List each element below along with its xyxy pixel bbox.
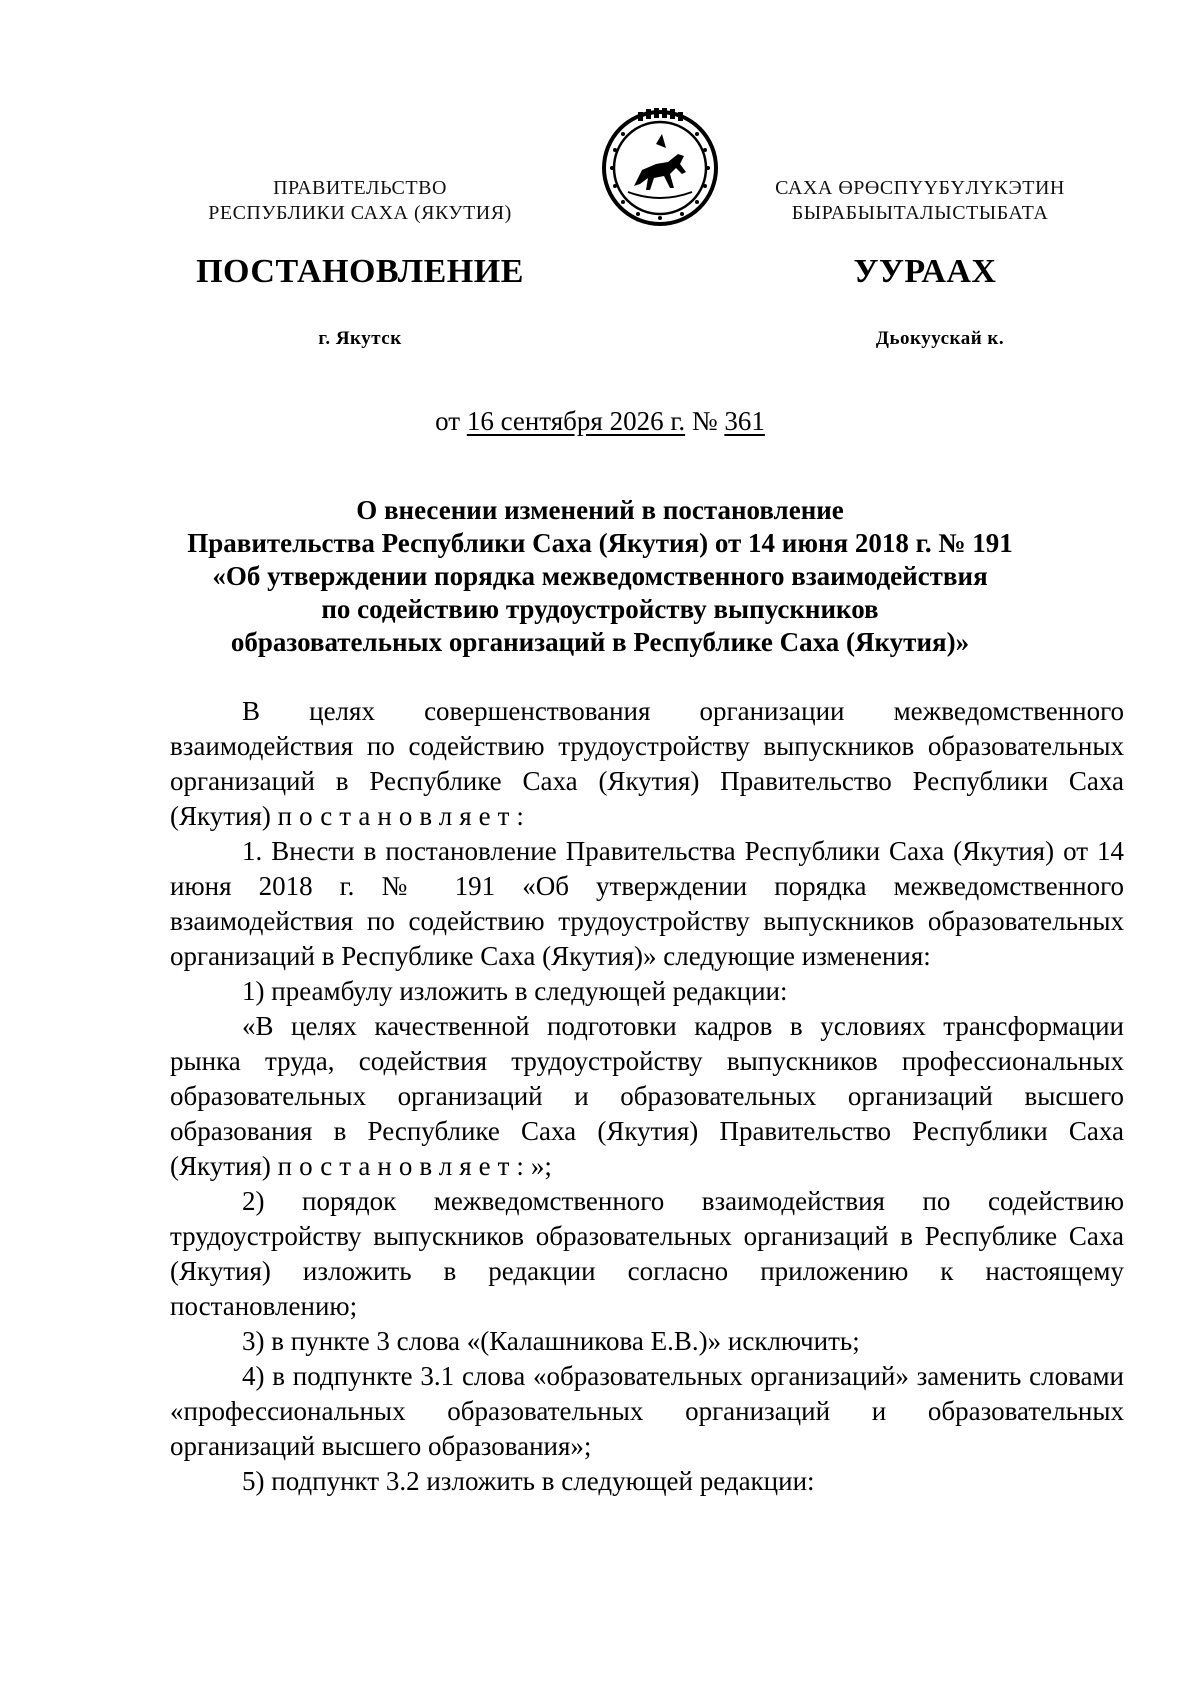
date-number-line <box>0 406 1200 437</box>
document-type-yakut: УУРААХ <box>853 253 997 290</box>
org-line: РЕСПУБЛИКИ САХА (ЯКУТИЯ) <box>208 202 512 224</box>
document-body <box>170 694 1124 1499</box>
document-type-russian: ПОСТАНОВЛЕНИЕ <box>196 253 524 290</box>
city-russian: г. Якутск <box>318 328 402 349</box>
title-line: по содействию трудоустройству выпускников <box>321 594 879 624</box>
org-line: ПРАВИТЕЛЬСТВО <box>273 177 447 199</box>
paragraph-subitem-5: 5) подпункт 3.2 изложить в следующей редакции: <box>242 1466 815 1496</box>
title-line: образовательных организаций в Республике Саха (Якутия)» <box>230 627 970 657</box>
org-line: БЫРАБЫЫТАЛЫСТЫБАТА <box>791 202 1049 224</box>
paragraph-quoted-preamble: «В целях качественной подготовки кадров в условиях трансформации рынка труда, содействия трудоустройству выпускников профессиональных образовательных организаций и образовательных организаций высшего образования в Республике Саха (Якутия) Правительство Республики Саха (Якутия) постановляет:»; <box>170 1011 1124 1181</box>
title-line: «Об утверждении порядка межведомственного взаимодействия <box>212 561 988 591</box>
paragraph-subitem-3: 3) в пункте 3 слова «(Калашникова Е.В.)» исключить; <box>242 1326 860 1356</box>
number-sign: № <box>685 406 725 436</box>
org-name-russian <box>150 176 570 226</box>
date-prefix: от <box>435 406 467 436</box>
paragraph-subitem-1: 1) преамбулу изложить в следующей редакции: <box>242 976 788 1006</box>
paragraph-subitem-2: 2) порядок межведомственного взаимодействия по содействию трудоустройству выпускников образовательных организаций в Республике Саха (Якутия) изложить в редакции согласно приложению к настоящему постановлению; <box>170 1186 1124 1321</box>
city-yakut: Дьокуускай к. <box>875 328 1005 349</box>
spaced-word: постановляет: <box>277 801 531 831</box>
paragraph-item-1: 1. Внести в постановление Правительства Республики Саха (Якутия) от 14 июня 2018 г. № 191 «Об утверждении порядка межведомственного взаимодействия по содействию трудоустройству выпускников образовательных организаций в Республике Саха (Якутия)» следующие изменения: <box>170 836 1124 971</box>
title-line: О внесении изменений в постановление <box>356 495 844 525</box>
document-date: 16 сентября 2026 г. <box>466 406 686 436</box>
coat-of-arms-emblem-icon <box>598 104 722 228</box>
title-line: Правительства Республики Саха (Якутия) от 14 июня 2018 г. № 191 <box>187 528 1013 558</box>
document-number: 361 <box>724 406 765 436</box>
document-title <box>160 494 1040 659</box>
paragraph-preamble: В целях совершенствования организации межведомственного взаимодействия по содействию трудоустройству выпускников образовательных организаций в Республике Саха (Якутия) Правительство Республики Саха (Якутия) постановляет: <box>170 696 1124 831</box>
spaced-word: постановляет: <box>277 1151 531 1181</box>
paragraph-subitem-4: 4) в подпункте 3.1 слова «образовательных организаций» заменить словами «профессиональных образовательных организаций и образовательных организаций высшего образования»; <box>170 1361 1124 1461</box>
org-name-yakut <box>720 176 1120 226</box>
org-line: САХА ӨРӨСПYYБYЛYКЭТИН <box>775 177 1065 199</box>
